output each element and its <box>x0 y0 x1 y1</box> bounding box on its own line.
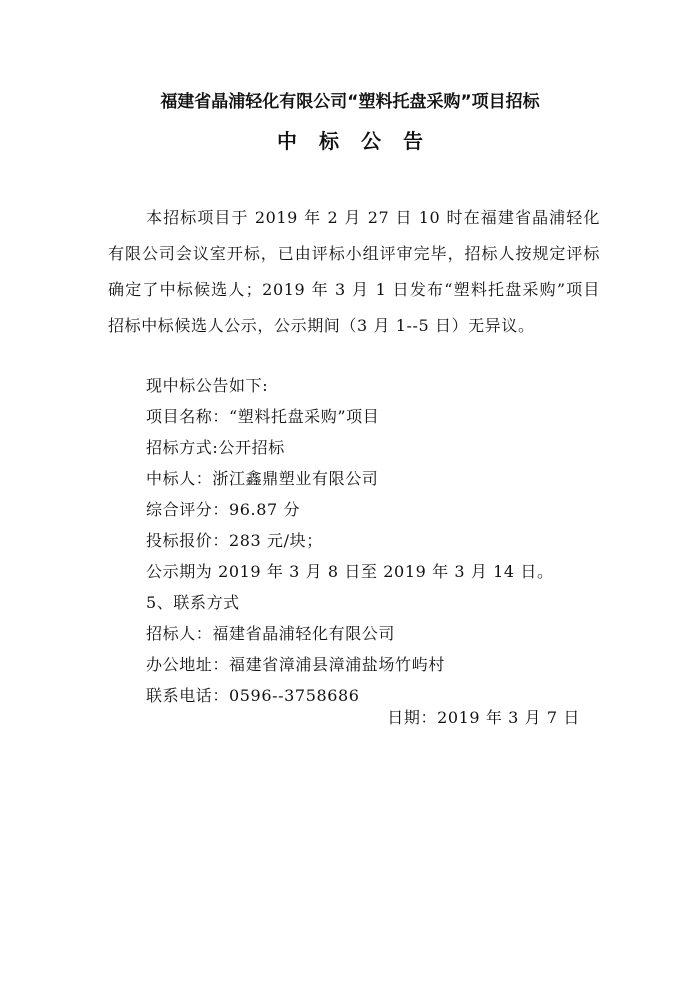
overall-score-line: 综合评分：96.87 分 <box>146 500 301 519</box>
office-address-line: 办公地址：福建省漳浦县漳浦盐场竹屿村 <box>146 655 445 674</box>
winning-bidder-line: 中标人：浙江鑫鼎塑业有限公司 <box>146 469 379 488</box>
document-subtitle: 中标公告 <box>277 129 445 153</box>
bid-price-line: 投标报价：283 元/块； <box>146 531 323 550</box>
announcement-date: 日期：2019 年 3 月 7 日 <box>387 708 580 727</box>
document-title: 福建省晶浦轻化有限公司“塑料托盘采购”项目招标 <box>160 92 540 112</box>
intro-paragraph: 本招标项目于 2019 年 2 月 27 日 10 时在福建省晶浦轻化有限公司会议室开标，已由评标小组评审完毕，招标人按规定评标确定了中标候选人；2019 年 3 月 1 日发布“塑料托盘采购”项目招标中标候选人公示，公示期间（3 月 1--5 日）无异议。 <box>108 208 600 335</box>
tenderer-line: 招标人：福建省晶浦轻化有限公司 <box>146 624 396 643</box>
project-name-line: 项目名称：“塑料托盘采购”项目 <box>146 407 380 426</box>
publicity-period-line: 公示期为 2019 年 3 月 8 日至 2019 年 3 月 14 日。 <box>146 562 554 581</box>
bidding-method-line: 招标方式:公开招标 <box>146 438 285 457</box>
details-intro-line: 现中标公告如下: <box>146 376 269 395</box>
contact-heading: 5、联系方式 <box>146 593 240 612</box>
announcement-details <box>146 370 606 711</box>
contact-phone-line: 联系电话：0596--3758686 <box>146 686 360 705</box>
